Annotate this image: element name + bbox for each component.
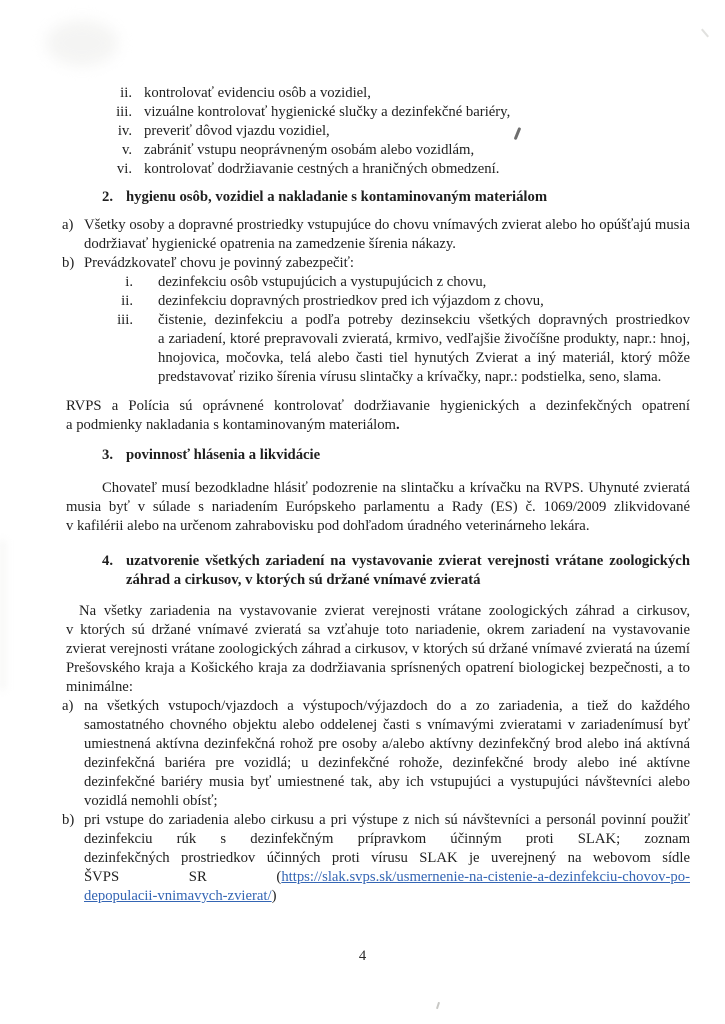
page-number: 4 (358, 948, 367, 964)
list-item (66, 84, 690, 103)
list-item-text: na všetkých vstupoch/vjazdoch a výstupoch/výjazdoch do a zo zariadenia, a tiež do každého samostatného chovného objektu alebo oddelenej časti s vnímavými zvieratami v zariadenímusí byť umiestnená aktívna dezinfekčná rohož pre osoby a/alebo aktívny dezinfekčný brod alebo iná aktívná dezinfekčná bariéra pre vozidlá; u dezinfekčné rohože, dezinfekčné brody alebo iné aktívne dezinfekčné bariéry musia byť umiestnené tak, aby ich vstupujúci a vystupujúci návštevníci alebo vozidlá nemohli obísť; (84, 698, 690, 809)
list-marker: b) (62, 255, 75, 271)
section-title: povinnosť hlásenia a likvidácie (126, 447, 321, 463)
list-item-b (62, 254, 690, 273)
scan-speck-top-right (701, 29, 709, 38)
svps-hyperlink[interactable]: https://slak.svps.sk/usmernenie-na-cistenie-a-dezinfekciu-chovov-po- (281, 869, 690, 885)
list-marker: ii. (121, 293, 133, 309)
list-item-a (62, 697, 690, 811)
list-marker: ii. (120, 85, 132, 101)
list-item (66, 160, 690, 179)
list-item-text: dezinfekciu dopravných prostriedkov pred ich výjazdom z chovu, (158, 293, 544, 309)
roman-sublist-duties (66, 273, 690, 387)
section-4-heading (102, 552, 690, 590)
paragraph-text: RVPS a Polícia sú oprávnené kontrolovať dodržiavanie hygienických a dezinfekčných opatrení a podmienky nakladania s kontaminovaným materiálom (66, 398, 690, 433)
list-item (66, 122, 690, 141)
link-wrap (276, 868, 690, 887)
section-4-intro-paragraph: Na všetky zariadenia na vystavovanie zvierat verejnosti vrátane zoologických záhrad a cirkusov, v ktorých sú držané vnímavé zvieratá sa vzťahuje toto nariadenie, okrem zariadení na vystavovanie zvierat verejnosti vrátane zoologických záhrad a cirkusov, v ktorých sú držané vnímavé zvieratá na území Prešovského kraja a Košického kraja za dodržiavania sprísnených opatrení biologickej bezpečnosti, a to minimálne: (66, 603, 690, 695)
close-paren: ) (271, 888, 277, 904)
list-marker: b) (62, 812, 75, 828)
section-number: 4. (102, 553, 114, 569)
list-item-text: Všetky osoby a dopravné prostriedky vstupujúce do chovu vnímavých zvierat alebo ho opúšťajú musia dodržiavať hygienické opatrenia na zamedzenie šírenia nákazy. (84, 217, 690, 252)
scan-edge-streak (0, 540, 5, 690)
list-marker: iii. (116, 104, 132, 120)
section-2-heading (102, 188, 690, 207)
list-marker: a) (62, 217, 74, 233)
list-item-text: dezinfekciu osôb vstupujúcich a vystupujúcich z chovu, (158, 274, 487, 290)
roman-list-controls (66, 84, 690, 179)
list-item-text: čistenie, dezinfekciu a podľa potreby dezinsekciu všetkých dopravných prostriedkov a zariadení, ktoré prepravovali zvieratá, krmivo, vedľajšie živočíšne produkty, napr.: hnoj, hnojovica, močovka, telá alebo časti tiel hynutých Zvierat a iný materiál, ktorý môže predstavovať riziko šírenia vírusu slintačky a krívačky, napr.: podstielka, seno, slama. (158, 312, 690, 385)
list-item-text: zabrániť vstupu neoprávneným osobám alebo vozidlám, (144, 142, 475, 158)
list-item-text: Prevádzkovateľ chovu je povinný zabezpečiť: (84, 255, 354, 271)
org-abbrev-sr: SR (188, 869, 207, 885)
svps-link-line (84, 868, 690, 887)
section-number: 3. (102, 447, 114, 463)
page-content (62, 84, 690, 906)
list-item (66, 273, 690, 292)
list-marker: vi. (116, 161, 132, 177)
list-item-text: kontrolovať evidenciu osôb a vozidiel, (144, 85, 371, 101)
section-number: 2. (102, 189, 114, 205)
list-item (66, 141, 690, 160)
list-item (66, 311, 690, 387)
scan-speck-bottom (436, 1002, 440, 1009)
section-title: hygienu osôb, vozidiel a nakladanie s kontaminovaným materiálom (126, 189, 548, 205)
list-item-body (84, 811, 690, 906)
list-item-a (62, 216, 690, 254)
link-line-2 (84, 887, 690, 906)
list-marker: iii. (117, 312, 133, 328)
list-item (66, 103, 690, 122)
list-marker: v. (121, 142, 132, 158)
list-item (66, 292, 690, 311)
list-marker: iv. (117, 123, 132, 139)
org-abbrev-svps: ŠVPS (84, 869, 120, 885)
bold-period: . (395, 417, 400, 433)
list-marker: a) (62, 698, 74, 714)
rvps-closing-paragraph (66, 397, 690, 435)
list-marker: i. (125, 274, 133, 290)
list-item-b (62, 811, 690, 906)
scan-smudge (46, 20, 118, 66)
section-3-paragraph: Chovateľ musí bezodkladne hlásiť podozrenie na slintačku a krívačku na RVPS. Uhynuté zvieratá musia byť v súlade s nariadením Európskeho parlamentu a Rady (ES) č. 1069/2009 zlikvidované v kafilérii alebo na určenom zahrabovisku pod dohľadom úradného veterinárneho lekára. (66, 480, 690, 534)
list-item-text: pri vstupe do zariadenia alebo cirkusu a pri výstupe z nich sú návštevníci a personál povinní použiť dezinfekciu rúk s dezinfekčným prípravkom účinným proti SLAK; zoznam dezinfekčných prostriedkov účinných proti vírusu SLAK je uverejnený na webovom sídle (84, 812, 690, 866)
list-item-text: vizuálne kontrolovať hygienické slučky a dezinfekčné bariéry, (144, 104, 511, 120)
section-3-heading (102, 446, 690, 465)
list-item-text: preveriť dôvod vjazdu vozidiel, (144, 123, 330, 139)
svps-hyperlink-continued[interactable]: depopulacii-vnimavych-zvierat/ (84, 888, 272, 904)
list-item-text: kontrolovať dodržiavanie cestných a hraničných obmedzení. (144, 161, 500, 177)
open-paren: ( (276, 869, 282, 885)
section-title: uzatvorenie všetkých zariadení na vystavovanie zvierat verejnosti vrátane zoologických záhrad a cirkusov, v ktorých sú držané vnímavé zvieratá (126, 553, 690, 588)
